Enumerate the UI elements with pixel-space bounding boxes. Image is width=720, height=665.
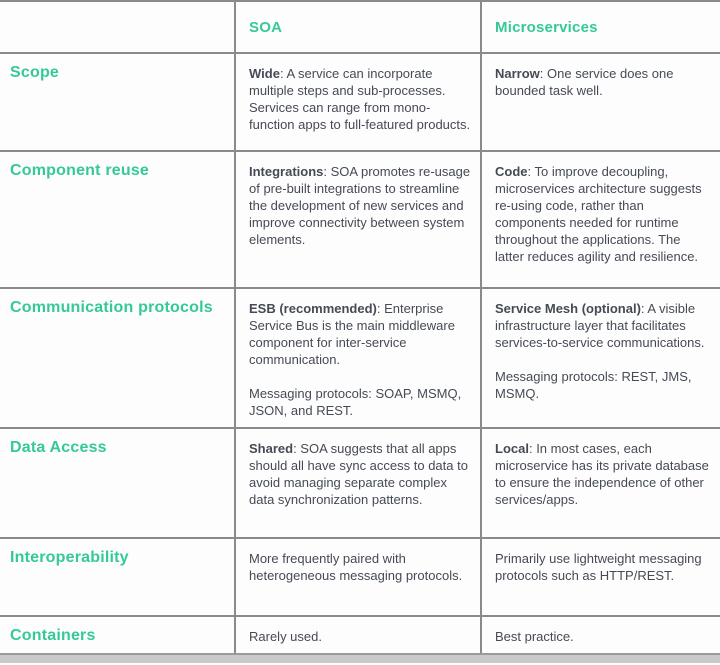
row-label-communication-protocols: Communication protocols [10, 299, 213, 316]
term-bold: ESB (recommended) [249, 301, 377, 316]
cell-paragraph [495, 628, 711, 645]
cell-paragraph [495, 163, 711, 265]
header-microservices-label: Microservices [495, 18, 598, 36]
cell-text: Rarely used. [249, 629, 322, 644]
table-row-containers [0, 617, 720, 655]
header-cell-empty [0, 2, 234, 52]
row-label-data-access: Data Access [10, 439, 107, 456]
cell-text: Messaging protocols: SOAP, MSMQ, JSON, and REST. [249, 386, 462, 418]
cell-paragraph [249, 628, 471, 645]
soa-cell-containers [234, 617, 480, 653]
cell-paragraph [249, 440, 471, 508]
row-label-component-reuse: Component reuse [10, 162, 150, 179]
header-cell-soa [234, 2, 480, 52]
term-bold: Local [495, 441, 529, 456]
term-bold: Shared [249, 441, 294, 456]
row-label-interoperability: Interoperability [10, 549, 129, 566]
cell-text: Best practice. [495, 629, 574, 644]
cell-paragraph [249, 65, 471, 133]
cell-text: : A service can incorporate multiple steps and sub-processes. Services can range from mono-function apps to full-featured products. [249, 66, 471, 132]
cell-text: : SOA suggests that all apps should all have sync access to data to avoid managing separate complex data synchronization patterns. [249, 441, 468, 507]
soa-cell-component-reuse [234, 152, 480, 287]
cell-paragraph [249, 550, 471, 584]
cell-text: : In most cases, each microservice has its private database to ensure the independence of other services/apps. [495, 441, 709, 507]
table-row-scope [0, 54, 720, 152]
term-bold: Service Mesh (optional) [495, 301, 641, 316]
cell-text: More frequently paired with heterogeneous messaging protocols. [249, 551, 463, 583]
header-soa-label: SOA [249, 18, 283, 36]
row-label-scope: Scope [10, 64, 60, 81]
term-bold: Wide [249, 66, 280, 81]
cell-text: : A visible infrastructure layer that facilitates services-to-service communications. [495, 301, 705, 350]
cell-text: : SOA promotes re-usage of pre-built integrations to streamline the development of new services and improve connectivity between system elements. [249, 164, 471, 247]
cutoff-row-strip [0, 655, 720, 663]
cell-paragraph [249, 300, 471, 368]
cell-paragraph [495, 440, 711, 508]
cell-text: : To improve decoupling, microservices architecture suggests re-using code, rather than components needed for runtime throughout the applications. The latter reduces agility and resilience. [495, 164, 702, 264]
microservices-cell-scope [480, 54, 720, 150]
microservices-cell-data-access [480, 429, 720, 537]
microservices-cell-component-reuse [480, 152, 720, 287]
cell-text: Primarily use lightweight messaging protocols such as HTTP/REST. [495, 551, 702, 583]
cell-paragraph [249, 163, 471, 248]
soa-cell-data-access [234, 429, 480, 537]
row-label-containers: Containers [10, 627, 96, 644]
term-bold: Integrations [249, 164, 324, 179]
term-bold: Narrow [495, 66, 540, 81]
term-bold: Code [495, 164, 528, 179]
table-row-communication-protocols [0, 289, 720, 429]
soa-cell-interoperability [234, 539, 480, 615]
cell-text: Messaging protocols: REST, JMS, MSMQ. [495, 369, 692, 401]
soa-cell-communication-protocols [234, 289, 480, 427]
table-row-component-reuse [0, 152, 720, 289]
cell-text: : Enterprise Service Bus is the main middleware component for inter-service communication. [249, 301, 455, 367]
cell-paragraph [495, 368, 711, 402]
cell-paragraph [495, 300, 711, 351]
cell-paragraph [495, 550, 711, 584]
table-header-row [0, 2, 720, 54]
microservices-cell-communication-protocols [480, 289, 720, 427]
microservices-cell-containers [480, 617, 720, 653]
header-cell-microservices [480, 2, 720, 52]
cell-paragraph [249, 385, 471, 419]
cell-text: : One service does one bounded task well. [495, 66, 674, 98]
microservices-cell-interoperability [480, 539, 720, 615]
cell-paragraph [495, 65, 711, 99]
soa-cell-scope [234, 54, 480, 150]
table-row-data-access [0, 429, 720, 539]
table-row-interoperability [0, 539, 720, 617]
